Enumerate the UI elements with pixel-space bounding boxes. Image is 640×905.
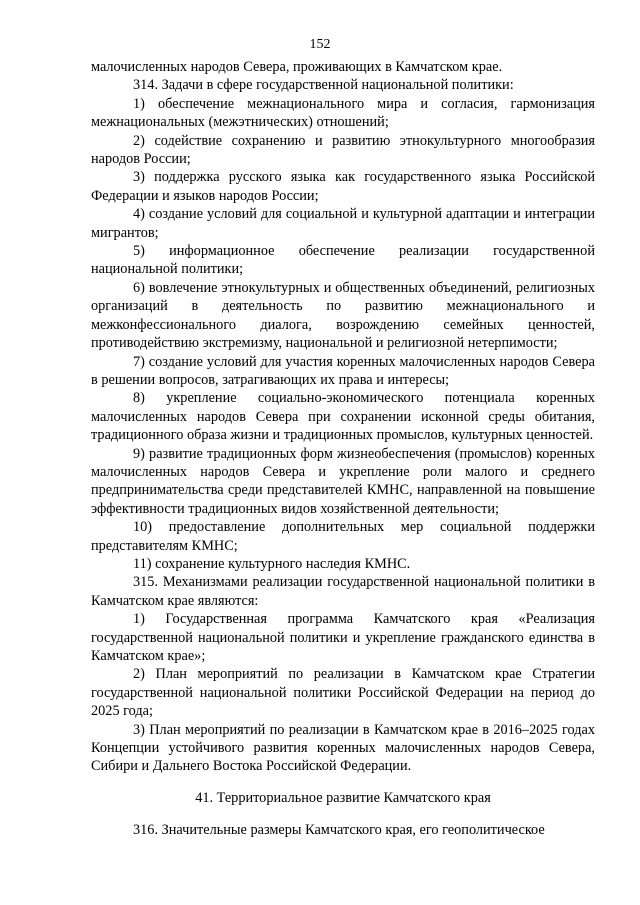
document-body: [91, 58, 595, 840]
list-item-7: 7) создание условий для участия коренных малочисленных народов Севера в решении вопросов, затрагивающих их права и интересы;: [91, 353, 595, 388]
list-item-1: 1) обеспечение межнационального мира и согласия, гармонизация межнациональных (межэтнических) отношений;: [91, 95, 595, 131]
paragraph-316: 316. Значительные размеры Камчатского края, его геополитическое: [133, 822, 545, 839]
list-item-6: 6) вовлечение этнокультурных и общественных объединений, религиозных организаций в деятельность по развитию межнационального и межконфессионального диалога, возрождению семейных ценностей, противодействию экстремизму, национальной и религиозной нетерпимости;: [91, 279, 595, 352]
mechanism-item-1: 1) Государственная программа Камчатского края «Реализация государственной национальной политики и укрепление гражданского единства в Камчатском крае»;: [91, 611, 595, 664]
paragraph-314: 314. Задачи в сфере государственной национальной политики:: [133, 77, 514, 94]
list-item-9: 9) развитие традиционных форм жизнеобеспечения (промыслов) коренных малочисленных народов Севера и укрепление роли малого и среднего предпринимательства среди представителей КМНС, направленной на повышение эффективности традиционных видов хозяйственной деятельности;: [91, 445, 595, 517]
list-item-10: 10) предоставление дополнительных мер социальной поддержки представителям КМНС;: [91, 519, 595, 554]
list-item-4: 4) создание условий для социальной и культурной адаптации и интеграции мигрантов;: [91, 206, 595, 241]
list-item-11: 11) сохранение культурного наследия КМНС.: [133, 555, 411, 572]
list-item-8: 8) укрепление социально-экономического потенциала коренных малочисленных народов Севера при сохранении исконной среды обитания, традиционного образа жизни и традиционных промыслов, культурных ценностей.: [91, 390, 595, 444]
section-heading: 41. Территориальное развитие Камчатского края: [195, 789, 491, 806]
list-item-3: 3) поддержка русского языка как государственного языка Российской Федерации и языков народов России;: [91, 169, 595, 204]
page-number: 152: [309, 37, 331, 52]
list-item-5: 5) информационное обеспечение реализации государственной национальной политики;: [91, 243, 595, 278]
mechanism-item-3: 3) План мероприятий по реализации в Камчатском крае в 2016–2025 годах Концепции устойчивого развития коренных малочисленных народов Севера, Сибири и Дальнего Востока Российской Федерации.: [91, 721, 595, 775]
paragraph-315: 315. Механизмами реализации государственной национальной политики в Камчатском крае являются:: [91, 574, 595, 609]
list-item-2: 2) содействие сохранению и развитию этнокультурного многообразия народов России;: [91, 132, 595, 168]
paragraph-continuation: малочисленных народов Севера, проживающих в Камчатском крае.: [91, 59, 503, 75]
mechanism-item-2: 2) План мероприятий по реализации в Камчатском крае Стратегии государственной национальной политики Российской Федерации на период до 2025 года;: [91, 666, 595, 720]
